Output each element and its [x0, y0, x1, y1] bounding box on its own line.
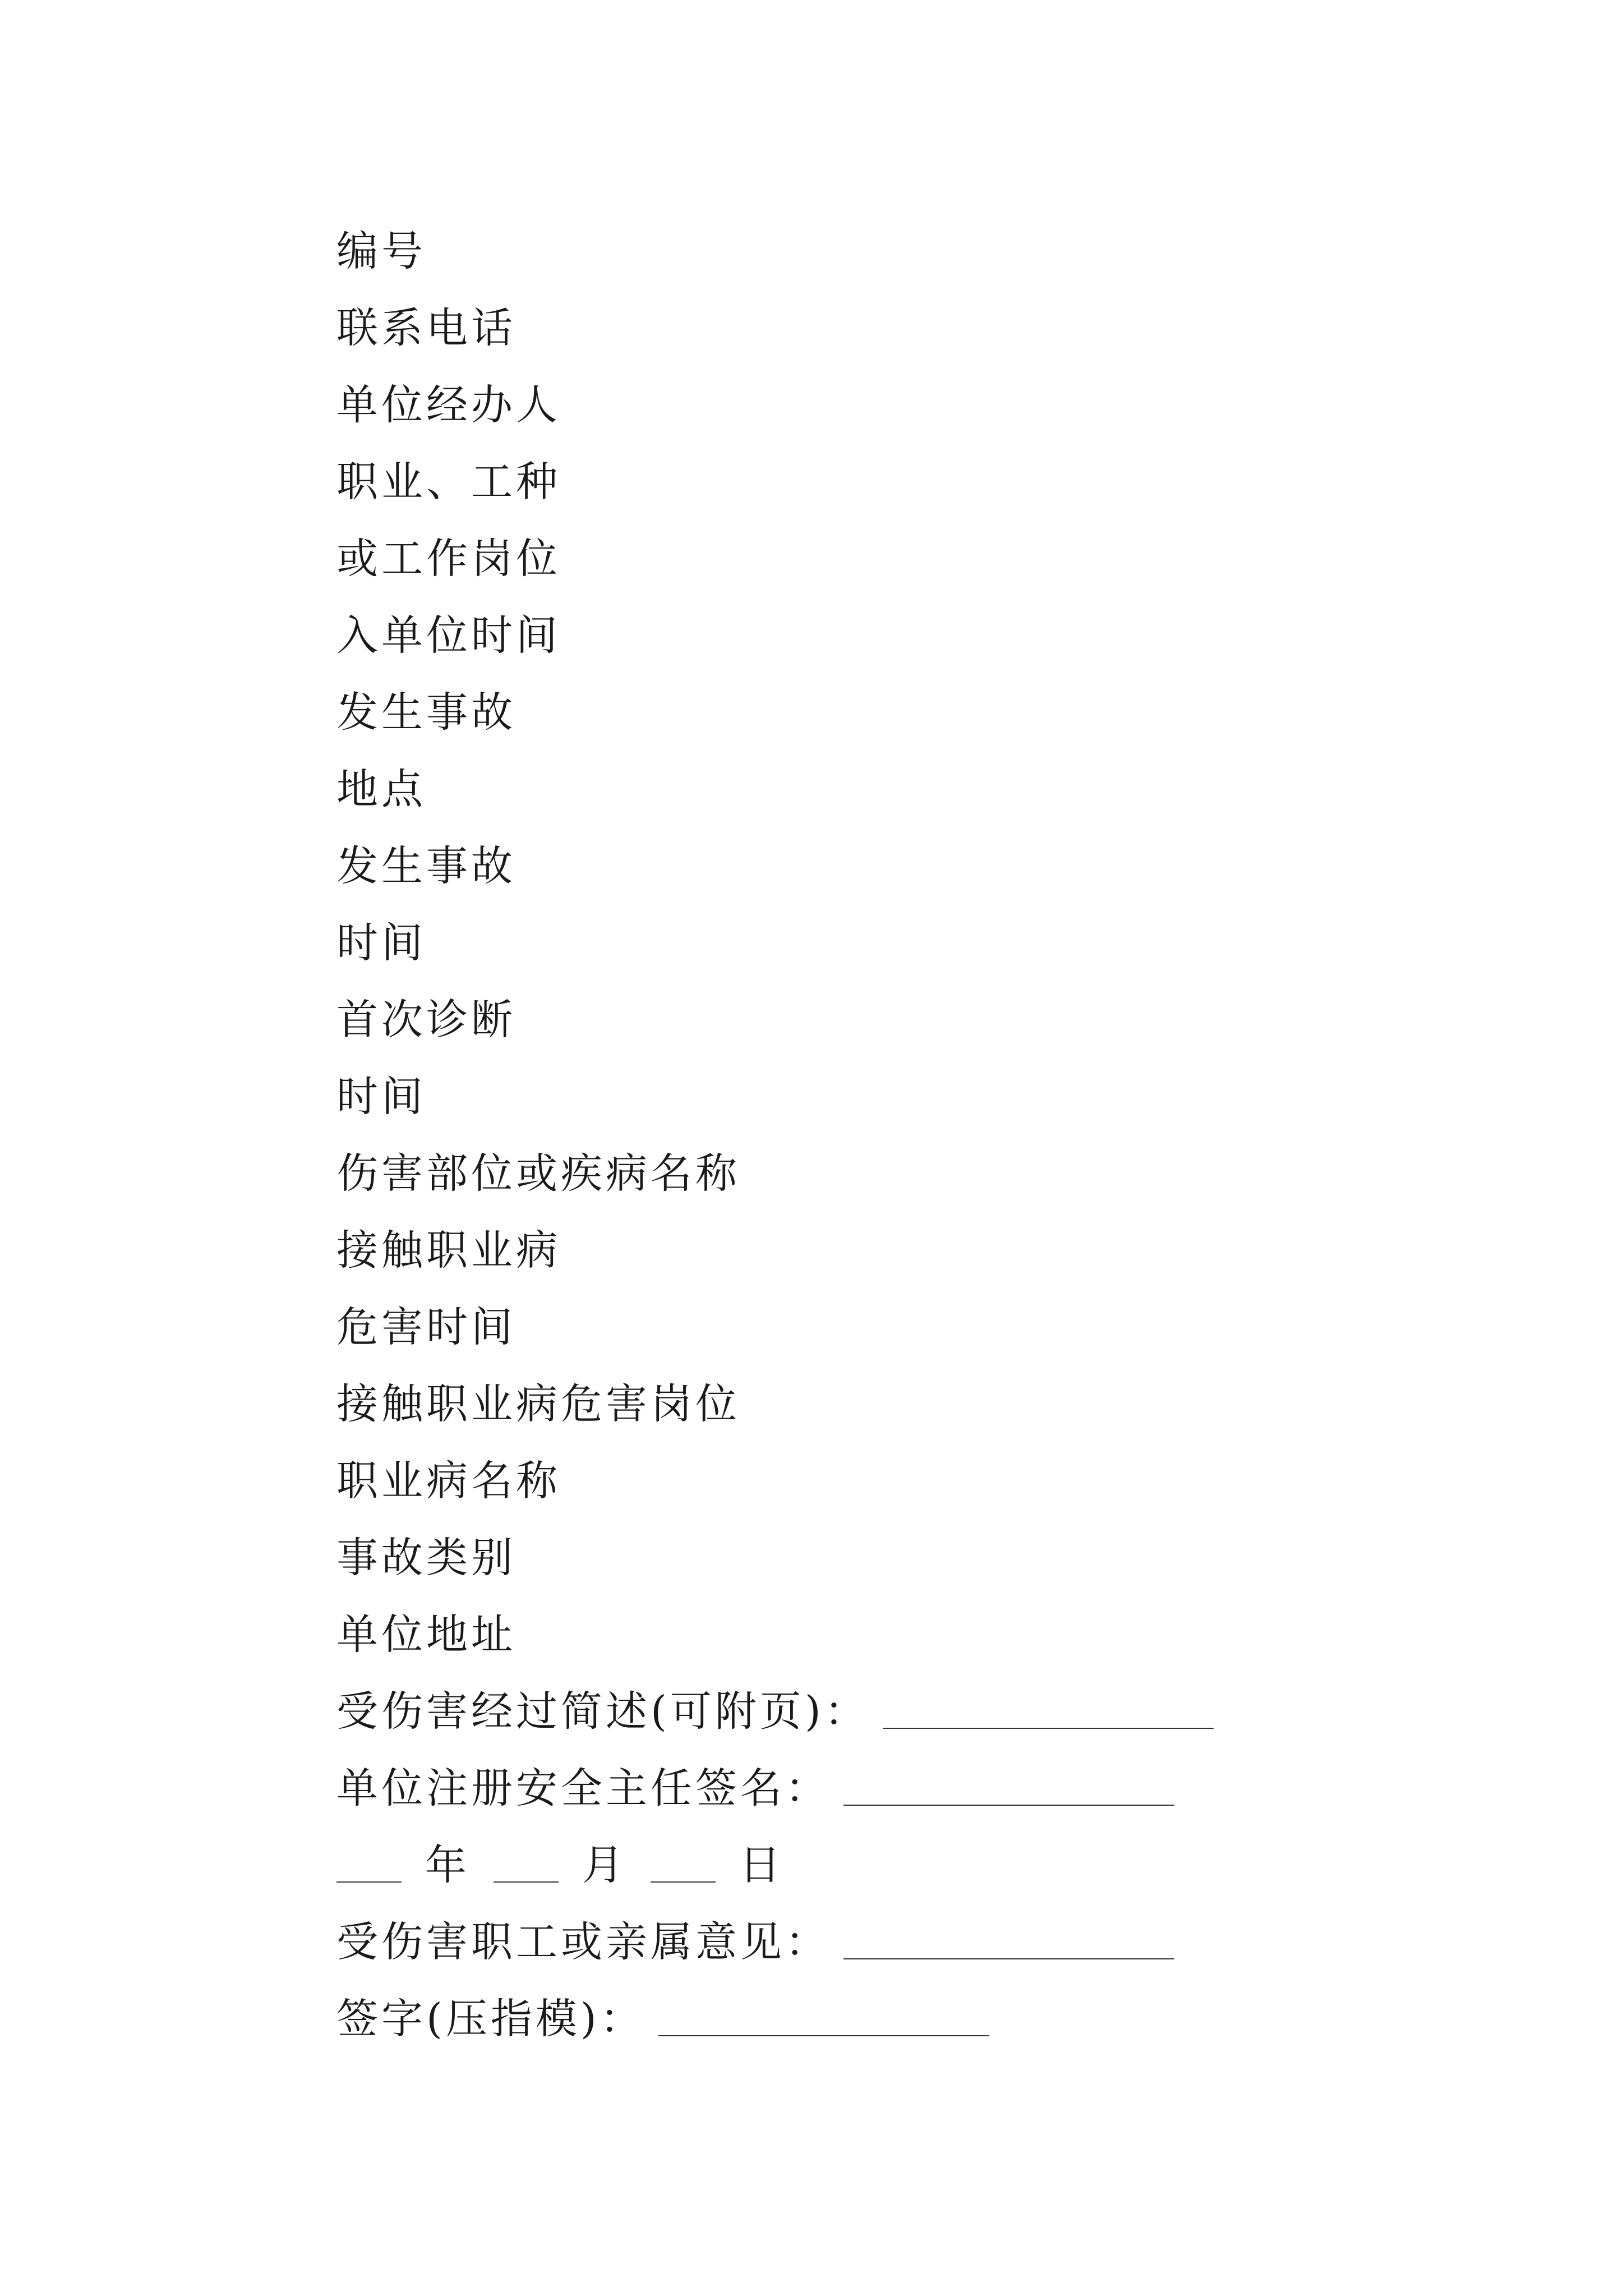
injury-description-blank[interactable]	[883, 1727, 1214, 1729]
field-label: 职业病名称	[336, 1457, 561, 1505]
field-label: 接触职业病	[336, 1226, 561, 1274]
worker-opinion-row	[336, 1904, 1458, 1981]
safety-director-signature-blank[interactable]	[843, 1804, 1174, 1806]
field-label: 首次诊断	[336, 996, 516, 1044]
field-label: 事故类别	[336, 1534, 516, 1582]
field-label: 伤害部位或疾病名称	[336, 1149, 740, 1198]
field-label: 联系电话	[336, 304, 516, 352]
field-label: 单位地址	[336, 1611, 516, 1659]
safety-director-signature-row	[336, 1750, 1458, 1827]
signature-blank[interactable]	[658, 2035, 989, 2036]
date-row	[336, 1827, 1458, 1904]
field-label: 地点	[336, 765, 426, 813]
field-label: 发生事故	[336, 842, 516, 890]
day-blank[interactable]	[651, 1881, 716, 1883]
month-blank[interactable]	[494, 1881, 559, 1883]
field-label: 时间	[336, 1073, 426, 1121]
field-label: 危害时间	[336, 1303, 516, 1351]
field-label: 发生事故	[336, 688, 516, 737]
field-label: 时间	[336, 919, 426, 967]
field-label: 职业、工种	[336, 458, 561, 506]
field-label: 或工作岗位	[336, 535, 561, 583]
year-blank[interactable]	[336, 1881, 402, 1883]
worker-opinion-blank[interactable]	[843, 1958, 1174, 1959]
field-label: 单位经办人	[336, 381, 561, 429]
field-label: 入单位时间	[336, 611, 561, 660]
injury-description-row	[336, 1673, 1458, 1750]
year-label: 年	[425, 1841, 470, 1889]
field-label: 接触职业病危害岗位	[336, 1380, 740, 1428]
signature-label: 签字(压指模)：	[336, 1995, 645, 2043]
field-label: 编号	[336, 227, 426, 275]
form-content	[336, 213, 1458, 2058]
worker-opinion-label: 受伤害职工或亲属意见：	[336, 1918, 830, 1966]
signature-row	[336, 1981, 1458, 2058]
injury-description-label: 受伤害经过简述(可附页)：	[336, 1687, 869, 1736]
day-label: 日	[739, 1841, 784, 1889]
safety-director-signature-label: 单位注册安全主任签名：	[336, 1764, 830, 1812]
month-label: 月	[582, 1841, 627, 1889]
